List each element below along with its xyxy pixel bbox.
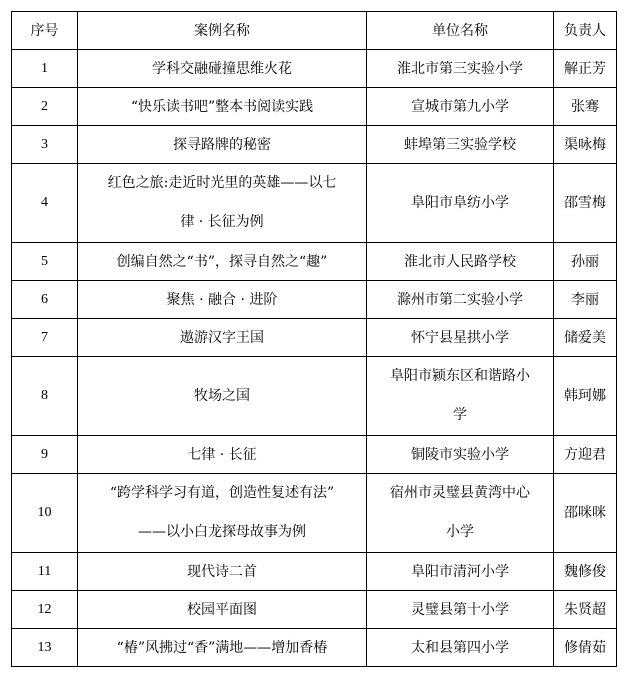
unit-name [367, 164, 554, 243]
unit-name-line: 灵璧县第十小学 [411, 601, 509, 618]
case-name-line: 聚焦 · 融合 · 进阶 [166, 291, 278, 308]
table-row [12, 629, 617, 667]
person-name: 修倩茹 [554, 629, 617, 667]
unit-name-line: 淮北市第三实验小学 [397, 60, 523, 77]
unit-name-line: 宣城市第九小学 [411, 98, 509, 115]
row-number: 3 [12, 126, 78, 164]
unit-name-line: 滁州市第二实验小学 [397, 291, 523, 308]
case-name [78, 436, 367, 474]
row-number: 10 [12, 474, 78, 553]
table-row [12, 319, 617, 357]
unit-name-line: 淮北市人民路学校 [404, 253, 516, 270]
case-name [78, 50, 367, 88]
unit-name-line: 蚌埠第三实验学校 [404, 136, 516, 153]
unit-name [367, 243, 554, 281]
unit-name [367, 474, 554, 553]
table-row [12, 243, 617, 281]
unit-name-line: 阜阳市阜纺小学 [411, 194, 509, 211]
row-number: 6 [12, 281, 78, 319]
table-row [12, 281, 617, 319]
case-name-line: “椿”风拂过“香”满地——增加香椿 [116, 639, 328, 656]
unit-name-line: 小学 [446, 524, 474, 540]
person-name: 孙丽 [554, 243, 617, 281]
person-name: 韩珂娜 [554, 357, 617, 436]
row-number: 1 [12, 50, 78, 88]
person-name: 邵雪梅 [554, 164, 617, 243]
unit-name [367, 88, 554, 126]
case-name [78, 281, 367, 319]
row-number: 2 [12, 88, 78, 126]
row-number: 8 [12, 357, 78, 436]
case-name-line: 探寻路牌的秘密 [173, 136, 271, 153]
unit-name [367, 591, 554, 629]
case-name [78, 243, 367, 281]
table-row [12, 553, 617, 591]
unit-name-line: 阜阳市颍东区和谐路小 [390, 368, 530, 384]
person-name: 方迎君 [554, 436, 617, 474]
unit-name [367, 319, 554, 357]
case-name-line: ——以小白龙探母故事为例 [138, 524, 306, 540]
row-number: 9 [12, 436, 78, 474]
person-name: 邵咪咪 [554, 474, 617, 553]
case-name-line: 现代诗二首 [187, 563, 257, 580]
case-name-line: “快乐读书吧”整本书阅读实践 [130, 98, 314, 115]
header-case-name: 案例名称 [78, 12, 367, 50]
header-number: 序号 [12, 12, 78, 50]
case-name [78, 629, 367, 667]
table-row [12, 474, 617, 553]
table-header-row [12, 12, 617, 50]
unit-name-line: 铜陵市实验小学 [411, 446, 509, 463]
case-name [78, 88, 367, 126]
row-number: 12 [12, 591, 78, 629]
case-name [78, 319, 367, 357]
case-name [78, 164, 367, 243]
case-name [78, 474, 367, 553]
unit-name [367, 629, 554, 667]
case-name [78, 553, 367, 591]
table-row [12, 436, 617, 474]
case-name-line: “跨学科学习有道，创造性复述有法” [109, 485, 335, 501]
header-unit-name: 单位名称 [367, 12, 554, 50]
person-name: 储爱美 [554, 319, 617, 357]
case-name-line: 七律 · 长征 [187, 446, 257, 463]
unit-name [367, 357, 554, 436]
unit-name [367, 553, 554, 591]
unit-name [367, 126, 554, 164]
row-number: 13 [12, 629, 78, 667]
case-name [78, 357, 367, 436]
row-number: 11 [12, 553, 78, 591]
person-name: 张骞 [554, 88, 617, 126]
person-name: 解正芳 [554, 50, 617, 88]
person-name: 李丽 [554, 281, 617, 319]
case-table [11, 11, 617, 667]
case-name-line: 律 · 长征为例 [180, 214, 264, 230]
case-name-line: 红色之旅:走近时光里的英雄——以七 [107, 175, 337, 191]
row-number: 4 [12, 164, 78, 243]
table-row [12, 88, 617, 126]
table-row [12, 126, 617, 164]
unit-name-line: 怀宁县星拱小学 [411, 329, 509, 346]
case-name-line: 牧场之国 [194, 387, 250, 404]
row-number: 5 [12, 243, 78, 281]
unit-name-line: 学 [453, 407, 467, 423]
unit-name [367, 436, 554, 474]
case-name-line: 校园平面图 [187, 601, 257, 618]
table-row [12, 591, 617, 629]
table-row [12, 357, 617, 436]
case-name-line: 创编自然之“书”，探寻自然之“趣” [116, 253, 328, 270]
table-row [12, 164, 617, 243]
case-name [78, 591, 367, 629]
person-name: 渠咏梅 [554, 126, 617, 164]
table-row [12, 50, 617, 88]
unit-name [367, 281, 554, 319]
case-name [78, 126, 367, 164]
case-name-line: 学科交融碰撞思维火花 [152, 60, 292, 77]
case-name-line: 遨游汉字王国 [180, 329, 264, 346]
unit-name-line: 宿州市灵璧县黄湾中心 [390, 485, 530, 501]
unit-name-line: 太和县第四小学 [411, 639, 509, 656]
header-person: 负责人 [554, 12, 617, 50]
unit-name-line: 阜阳市清河小学 [411, 563, 509, 580]
person-name: 朱贤超 [554, 591, 617, 629]
person-name: 魏修俊 [554, 553, 617, 591]
unit-name [367, 50, 554, 88]
row-number: 7 [12, 319, 78, 357]
